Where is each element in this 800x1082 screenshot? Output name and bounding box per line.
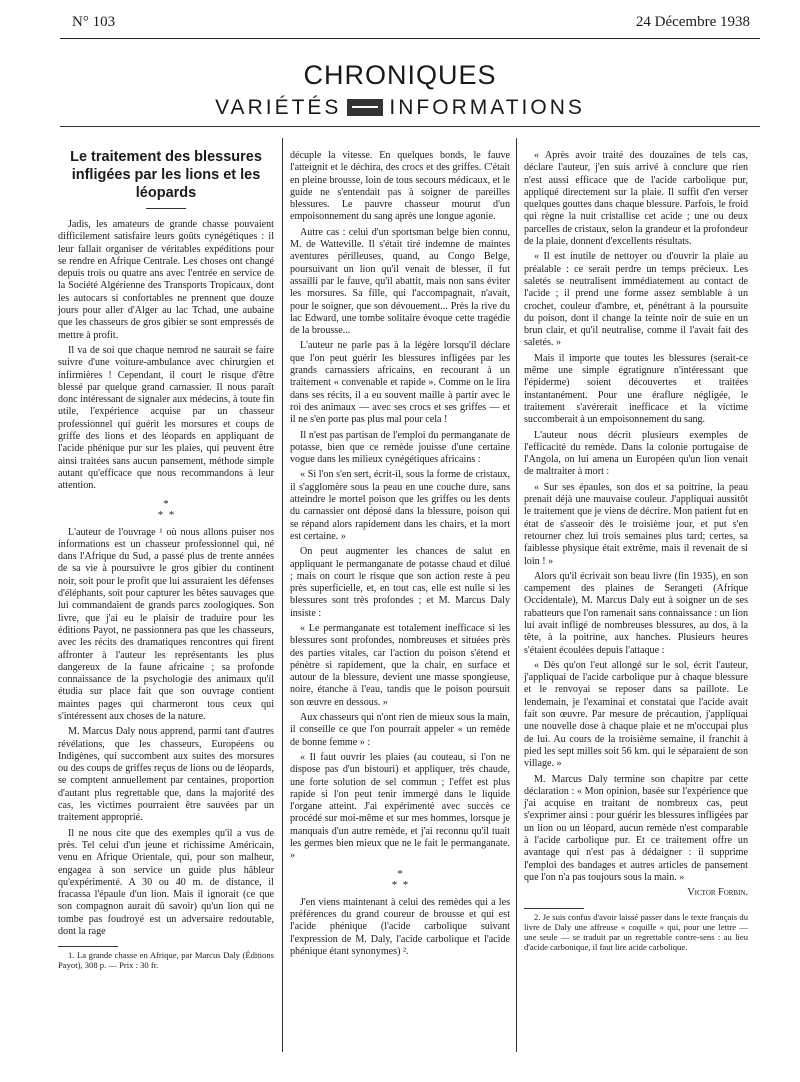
paragraph: Autre cas : celui d'un sportsman belge bien connu, M. de Watteville. Il s'était tiré indemne de maintes aventures périlleuses, quand, au Congo Belge, poursuivant un lion qu'il venait de blesser, il fut assailli par le fauve, qu'il abattit, mais non sans éviter les morsures. Sa fille, qui l'accompagnait, n'avait, pour le soigner, que son dévouement... Près la rive du lac Edward, une tombe solitaire évoque cette tragédie de la brousse... — [290, 226, 510, 337]
section-right-label: INFORMATIONS — [389, 96, 585, 119]
paragraph: Mais il importe que toutes les blessures (serait-ce même une simple égratignure n'intéressant que l'épiderme) soient découvertes et traitées instantanément. Pour une éraflure négligée, le traitement s'avérerait inefficace et la victime succomberait à un empoisonnement du sang. — [524, 352, 748, 426]
column-rule-1 — [282, 138, 283, 1052]
footnote: 2. Je suis confus d'avoir laissé passer dans le texte français du livre de Daly une affreuse « coquille » qui, pour une lettre — une seule — se traduit par un regrettable contre-sens : au lieu d'acide carbonique, il faut lire acide carbolique. — [524, 911, 748, 952]
header-rule — [60, 126, 760, 127]
section-stars — [290, 869, 510, 891]
paragraph: « Le permanganate est totalement inefficace si les blessures sont profondes, nombreuses et situées près des parties vitales, car l'action du poison s'étend et pénètre si rapidement, que la chair, en surface et autour de la blessure, devient une masse spongieuse, noire, étanche à l'eau, tandis que le poison poursuit son œuvre en dessous. » — [290, 622, 510, 708]
section-subtitle — [0, 96, 800, 120]
paragraph: J'en viens maintenant à celui des remèdes qui a les préférences du grand coureur de brousse et qui est l'acide phénique (l'acide carbolique suivant l'expression de M. Daly, l'acide carbolique et l'acide phénique étant synonymes) ². — [290, 896, 510, 957]
paragraph: L'auteur nous décrit plusieurs exemples de l'efficacité du remède. Dans la colonie portugaise de l'Angola, on lui amena un Européen qu'un lion venait de maltraiter à mort : — [524, 429, 748, 478]
paragraph: Il ne nous cite que des exemples qu'il a vus de près. Tel celui d'un jeune et richissime Américain, venu en Afrique Orientale, qui, pour son malheur, engagea à son service un guide plus hâbleur qu'expérimenté. A 30 ou 40 m. de distance, il fracassa l'épaule d'un lion. Mais il ignorait (ce que son compagnon aurait dû savoir) qu'un lion qui ne tombe pas foudroyé est un adversaire redoutable, dont la rage — [58, 827, 274, 938]
star: * — [397, 867, 403, 880]
paragraph: M. Marcus Daly termine son chapitre par cette déclaration : « Mon opinion, basée sur l'expérience que j'ai acquise en traitant de nombreux cas, peut s'exprimer ainsi : pour guérir les blessures infligées par un lion ou un léopard, aucun remède n'est comparable à l'acide carbolique pur. Et ce traitement offre un avantage qui n'est pas à dédaigner : il supprime l'emploi des bandages et autres articles de pansement que l'on n'a pas toujours sous la main. » — [524, 773, 748, 883]
author-signature: Victor Forbin. — [687, 887, 748, 899]
footnote: 1. La grande chasse en Afrique, par Marcus Daly (Éditions Payot), 308 p. — Prix : 30 fr. — [58, 950, 274, 971]
paragraph: « Sur ses épaules, son dos et sa poitrine, la peau prenait déjà une mauvaise couleur. J'appliquai aussitôt le traitement que je viens de décrire. Mon patient fut en état de s'asseoir dès le troisième jour, et put s'en retourner chez lui trois semaines plus tard; certes, sa faiblesse physique était extrême, mais il revenait de si loin ! » — [524, 481, 748, 567]
star: * — [157, 508, 164, 521]
paragraph: Alors qu'il écrivait son beau livre (fin 1935), en son campement des plaines de Serangeti (Afrique Occidentale), M. Marcus Daly eut à soigner un de ses rabatteurs que l'on ramenait sans connaissance : un lion lui avait infligé de nombreuses blessures, au dos, à la tête, à la poitrine, aux hanches. Plusieurs heures s'étaient écoulées depuis l'attaque : — [524, 570, 748, 656]
paragraph: M. Marcus Daly nous apprend, parmi tant d'autres révélations, que les chasseurs, Européens ou Indigènes, qui succombent aux suites des morsures ou des coups de griffes reçus de lions ou de léopards, se comptent annuellement par centaines, proportion d'autant plus regrettable que, dans la majorité des cas, les victimes pourraient être sauvées par un traitement approprié. — [58, 726, 274, 824]
section-left-label: VARIÉTÉS — [215, 96, 342, 119]
paragraph: Jadis, les amateurs de grande chasse pouvaient difficilement satisfaire leurs goûts cynégétiques : il leur fallait organiser de véritables expéditions pour se rendre en Afrique Centrale. Les choses ont changé depuis trois ou quatre ans avec l'entrée en service de la Société Algérienne des Transports Tropicaux, dont les autocars si confortables ne prennent que douze jours pour aller d'Alger au lac Tchad, une aubaine que les chasseurs de gros gibier se sont empressés de mettre à profit. — [58, 219, 274, 341]
section-stars — [58, 499, 274, 521]
paragraph: On peut augmenter les chances de salut en appliquant le permanganate de potasse chaud et dilué ; mais on court le risque que son action reste à peu près superficielle, et, en tout cas, elle est nulle si les blessures sont très profondes ; et M. Marcus Daly insiste : — [290, 546, 510, 619]
paragraph: « Dès qu'on l'eut allongé sur le sol, écrit l'auteur, j'appliquai de l'acide carbolique pur à chaque blessure et le renvoyai se reposer dans sa paillote. Le lendemain, je l'examinai et constatai que l'acide avait fait son œuvre. Par mesure de précaution, j'appliquai une nouvelle dose à chaque plaie et ne m'occupai plus de lui. Au cours de la troisième semaine, il franchit à pied les sept milles soit 56 km. qui le séparaient de son village. » — [524, 659, 748, 770]
section-title: CHRONIQUES — [303, 60, 497, 90]
section-emblem-icon — [347, 99, 383, 116]
footnote-rule — [524, 908, 584, 909]
paragraph: « Il est inutile de nettoyer ou d'ouvrir la plaie au préalable : ce serait perdre un temps précieux. Les saletés se neutralisent immédiatement au contact de l'acide ; il prend une forme assez semblable à un crochet, couleur d'ambre, et, pénétrant à la poursuite du poison, dont il change la teinte noir de suie en un brun clair, et qu'il neutralise, comme il l'avait fait des saletés. » — [524, 251, 748, 349]
column-1 — [58, 140, 274, 973]
paragraph: Il va de soi que chaque nemrod ne saurait se faire suivre d'une voiture-ambulance avec chirurgien et infirmières ! Cependant, il court le risque d'être blessé par quelque grand carnassier. Il nous paraît donc intéressant de signaler aux médecins, à toute fin utile, l'expérience acquise par un chasseur professionnel qui guérit les morsures et coups de griffe des lions et des léopards en appliquant de l'acide phénique pur sur les plaies, qui peuvent être ainsi traitées sans aucun pansement, méthode simple autant qu'efficace que nous recommandons à leur attention. — [58, 344, 274, 492]
star: * — [163, 497, 169, 510]
paragraph: « Après avoir traité des douzaines de tels cas, déclare l'auteur, j'en suis arrivé à conclure que rien n'est aussi efficace que de l'acide carbolique pur, appliqué directement sur la plaie. Il suffit d'en verser quelques gouttes dans chaque blessure. Parfois, le froid qui règne la nuit cristallise cet acide ; une ou deux parcelles de cristaux, selon la grandeur et la profondeur de la plaie, donnent d'excellents résultats. — [524, 150, 748, 248]
paragraph: Aux chasseurs qui n'ont rien de mieux sous la main, il conseille ce que l'on pourrait appeler « un remède de bonne femme » : — [290, 712, 510, 748]
paragraph: décuple la vitesse. En quelques bonds, le fauve l'atteignit et le déchira, des crocs et des griffes. C'était en pleine brousse, loin de tous secours médicaux, et le guide ne s'entendait pas à soigner de pareilles blessures. Le pauvre chasseur mourut d'un empoisonnement du sang après une longue agonie. — [290, 150, 510, 223]
column-3 — [524, 150, 748, 955]
column-rule-2 — [516, 138, 517, 1052]
paragraph: Il n'est pas partisan de l'emploi du permanganate de potasse, bien que ce remède jouisse d'une certaine vogue dans les milieux cynégétiques africains : — [290, 429, 510, 466]
title-rule — [146, 208, 186, 209]
article-title: Le traitement des blessures infligées par les lions et les léopards — [70, 149, 262, 201]
paragraph: L'auteur de l'ouvrage ¹ où nous allons puiser nos informations est un chasseur professionnel qui, né dans l'Afrique du Sud, a passé plus de trente années de sa vie à poursuivre le gros gibier du continent noir, soit pour le profit que lui assuraient les défenses d'éléphants, soit pour capturer les bêtes sauvages que lui commandaient de grands parcs zoologiques. Son livre, que j'ai eu le plaisir de traduire pour les éditions Payot, ne passionnera pas que les chasseurs, avec les récits des dramatiques rencontres qui firent affronter à l'auteur les représentants les plus dangereux de la faune africaine ; sa profonde connaissance de la psychologie des animaux qu'il étudia sur place fait que son ouvrage contient maintes pages qui charmeront tous ceux qui s'intéressent aux choses de la nature. — [58, 526, 274, 722]
paragraph: « Il faut ouvrir les plaies (au couteau, si l'on ne dispose pas d'un bistouri) et appliquer, très chaude, une forte solution de sel commun ; l'effet est plus rapide si l'on peut tenir immergé dans le liquide l'organe atteint. J'ai expérimenté avec succès ce procédé sur moi-même et sur mes hommes, lorsque je manquais d'un autre remède, et j'ai reconnu qu'il tuait les germes bien mieux que ne le fait le permanganate. » — [290, 751, 510, 862]
top-rule — [60, 38, 760, 39]
star: * — [402, 878, 409, 891]
star: * — [391, 878, 398, 891]
column-2 — [290, 150, 510, 961]
paragraph: L'auteur ne parle pas à la légère lorsqu'il déclare que l'on peut guérir les blessures infligées par les grands carnassiers africains, en recourant à un traitement « convenable et rapide ». Comme on le lira dans ses récits, il a eu souvent maille à partir avec le roi des animaux — avec ses crocs et ses griffes — et il ne s'en porte pas plus mal pour cela ! — [290, 340, 510, 426]
footnote-rule — [58, 946, 118, 947]
issue-number: N° 103 — [72, 14, 116, 30]
paragraph: « Si l'on s'en sert, écrit-il, sous la forme de cristaux, il s'agglomère sous la peau en une couche dure, sans atteindre le mortel poison que les griffes ou les dents du carnassier ont déposé dans la blessure, poison qui se répand alors rapidement dans les chairs, et la mort est certaine. » — [290, 469, 510, 542]
star: * — [168, 508, 175, 521]
issue-date: 24 Décembre 1938 — [635, 14, 750, 30]
